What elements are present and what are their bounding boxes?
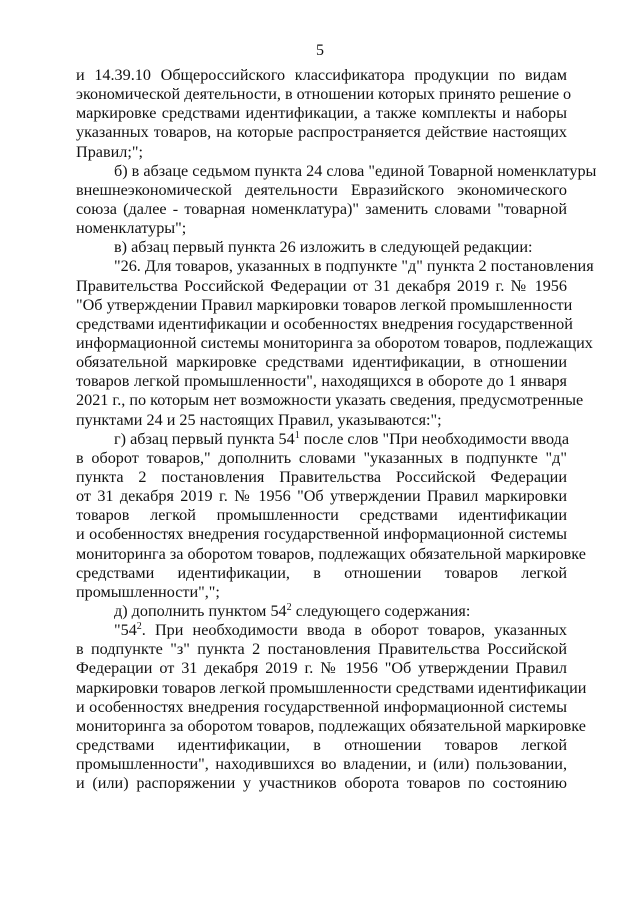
text-line: в подпункте "з" пункта 2 постановления Правительства Российской — [76, 640, 567, 659]
text-line: в оборот товаров," дополнить словами "указанных в подпункте "д" — [76, 448, 567, 467]
text-line: экономической деятельности, в отношении которых принято решение о — [76, 85, 572, 104]
text-line: мониторинга за оборотом товаров, подлежащих обязательной маркировке — [76, 716, 586, 735]
text-line: и особенностях внедрения государственной информационной системы — [76, 697, 567, 716]
text-line: от 31 декабря 2019 г. № 1956 "Об утверждении Правил маркировки — [76, 487, 567, 506]
text-line: г) абзац первый пункта $54^1$ после слов "При необходимости ввода — [114, 429, 570, 448]
text-line: промышленности", находившихся во владении, и (или) пользовании, — [76, 755, 567, 774]
text-line: средствами идентификации, в отношении товаров легкой — [76, 735, 567, 754]
text-line: Федерации от 31 декабря 2019 г. № 1956 "Об утверждении Правил — [76, 659, 567, 678]
text-line: информационной системы мониторинга за оборотом товаров, подлежащих — [76, 333, 593, 352]
text-line: и (или) распоряжении у участников оборота товаров по состоянию — [76, 774, 567, 793]
text-line: "Об утверждении Правил маркировки товаров легкой промышленности — [76, 295, 573, 314]
page-number: 5 — [316, 42, 324, 59]
text-line: пункта 2 постановления Правительства Российской Федерации — [76, 467, 567, 486]
text-line: промышленности","; — [76, 582, 220, 601]
document-body — [76, 66, 597, 793]
text-line: д) дополнить пунктом $54^2$ следующего содержания: — [114, 601, 471, 620]
text-line: б) в абзаце седьмом пункта 24 слова "единой Товарной номенклатуры — [114, 161, 597, 180]
text-line: "26. Для товаров, указанных в подпункте "д" пункта 2 постановления — [114, 257, 594, 276]
text-line: средствами идентификации, в отношении товаров легкой — [76, 563, 567, 582]
text-line: внешнеэкономической деятельности Евразийского экономического — [76, 180, 567, 199]
text-line: маркировке средствами идентификации, а также комплекты и наборы — [76, 104, 567, 123]
text-line: в) абзац первый пункта 26 изложить в следующей редакции: — [114, 238, 533, 257]
text-line: указанных товаров, на которые распространяется действие настоящих — [76, 123, 567, 142]
text-line: номенклатуры"; — [76, 219, 187, 238]
text-line: и особенностях внедрения государственной информационной системы — [76, 525, 567, 544]
text-line: 2021 г., по которым нет возможности указать сведения, предусмотренные — [76, 391, 584, 410]
text-line: и 14.39.10 Общероссийского классификатора продукции по видам — [76, 66, 567, 84]
text-line: маркировки товаров легкой промышленности средствами идентификации — [76, 678, 587, 697]
text-line: союза (далее - товарная номенклатура)" заменить словами "товарной — [76, 199, 567, 218]
text-line: пунктами 24 и 25 настоящих Правил, указываются:"; — [76, 410, 442, 429]
text-line: мониторинга за оборотом товаров, подлежащих обязательной маркировке — [76, 544, 586, 563]
text-line: "$54^2$. При необходимости ввода в оборот товаров, указанных — [114, 621, 567, 640]
text-line: средствами идентификации и особенностях внедрения государственной — [76, 314, 573, 333]
text-line: товаров легкой промышленности", находящихся в обороте до 1 января — [76, 372, 567, 391]
text-line: Правил;"; — [76, 142, 143, 161]
text-line: Правительства Российской Федерации от 31 декабря 2019 г. № 1956 — [76, 276, 567, 295]
text-line: товаров легкой промышленности средствами идентификации — [76, 506, 567, 525]
text-line: обязательной маркировке средствами идентификации, в отношении — [76, 353, 567, 372]
